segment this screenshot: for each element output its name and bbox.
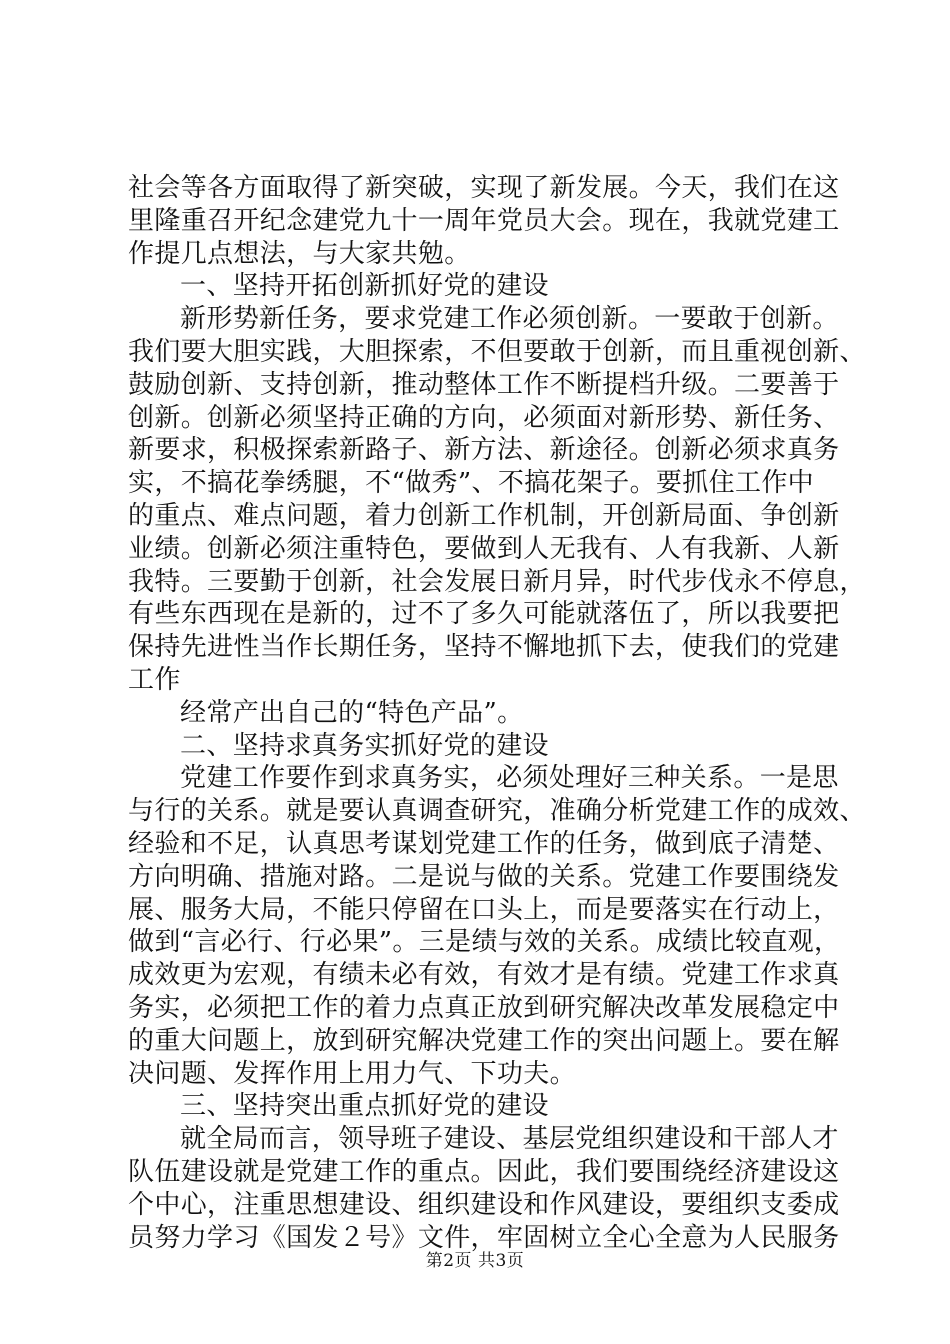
text-line: 社会等各方面取得了新突破，实现了新发展。今天，我们在这 [128,173,840,203]
text-line: 方向明确、措施对路。二是说与做的关系。党建工作要围绕发 [128,861,840,892]
text-line: 工作 [128,664,181,695]
text-line: 经常产出自己的“特色产品”。 [180,697,524,728]
text-line: 作提几点想法，与大家共勉。 [128,238,471,269]
text-line: 保持先进性当作长期任务，坚持不懈地抓下去，使我们的党建 [128,632,840,663]
text-line: 里隆重召开纪念建党九十一周年党员大会。现在，我就党建工 [128,205,840,236]
page-footer: 第2页 共3页 [425,1251,525,1271]
text-line: 一、坚持开拓创新抓好党的建设 [180,271,549,302]
text-line: 我们要大胆实践，大胆探索，不但要敢于创新，而且重视创新、 [128,336,866,367]
text-line: 决问题、发挥作用上用力气、下功夫。 [128,1058,576,1089]
text-line: 务实，必须把工作的着力点真正放到研究解决改革发展稳定中 [128,992,840,1023]
text-line: 实，不搞花拳绣腿，不“做秀”、不搞花架子。要抓住工作中 [128,468,815,499]
text-line: 创新。创新必须坚持正确的方向，必须面对新形势、新任务、 [128,402,840,433]
text-line: 展、服务大局，不能只停留在口头上，而是要落实在行动上， [128,894,840,925]
text-line: 有些东西现在是新的，过不了多久可能就落伍了，所以我要把 [128,599,840,630]
text-line: 新要求，积极探索新路子、新方法、新途径。创新必须求真务 [128,435,840,466]
text-line: 做到“言必行、行必果”。三是绩与效的关系。成绩比较直观， [128,927,841,958]
text-line: 三、坚持突出重点抓好党的建设 [180,1091,549,1122]
text-line: 的重点、难点问题，着力创新工作机制，开创新局面、争创新 [128,500,840,531]
document-body [128,172,866,1254]
text-line: 个中心，注重思想建设、组织建设和作风建设，要组织支委成 [128,1189,840,1220]
text-line: 党建工作要作到求真务实，必须处理好三种关系。一是思 [180,763,839,794]
text-line: 的重大问题上，放到研究解决党建工作的突出问题上。要在解 [128,1025,840,1056]
text-line: 与行的关系。就是要认真调查研究，准确分析党建工作的成效、 [128,796,866,827]
text-line: 业绩。创新必须注重特色，要做到人无我有、人有我新、人新 [128,533,840,564]
text-line: 鼓励创新、支持创新，推动整体工作不断提档升级。二要善于 [128,369,840,400]
text-line: 员努力学习《国发２号》文件，牢固树立全心全意为人民服务 [128,1222,840,1253]
text-line: 经验和不足，认真思考谋划党建工作的任务，做到底子清楚、 [128,828,840,859]
text-line: 二、坚持求真务实抓好党的建设 [180,730,549,761]
text-line: 成效更为宏观，有绩未必有效，有效才是有绩。党建工作求真 [128,960,840,991]
text-line: 队伍建设就是党建工作的重点。因此，我们要围绕经济建设这 [128,1156,840,1187]
text-line: 新形势新任务，要求党建工作必须创新。一要敢于创新。 [180,304,839,335]
text-line: 我特。三要勤于创新，社会发展日新月异，时代步伐永不停息， [128,566,866,597]
text-line: 就全局而言，领导班子建设、基层党组织建设和干部人才 [180,1124,839,1155]
